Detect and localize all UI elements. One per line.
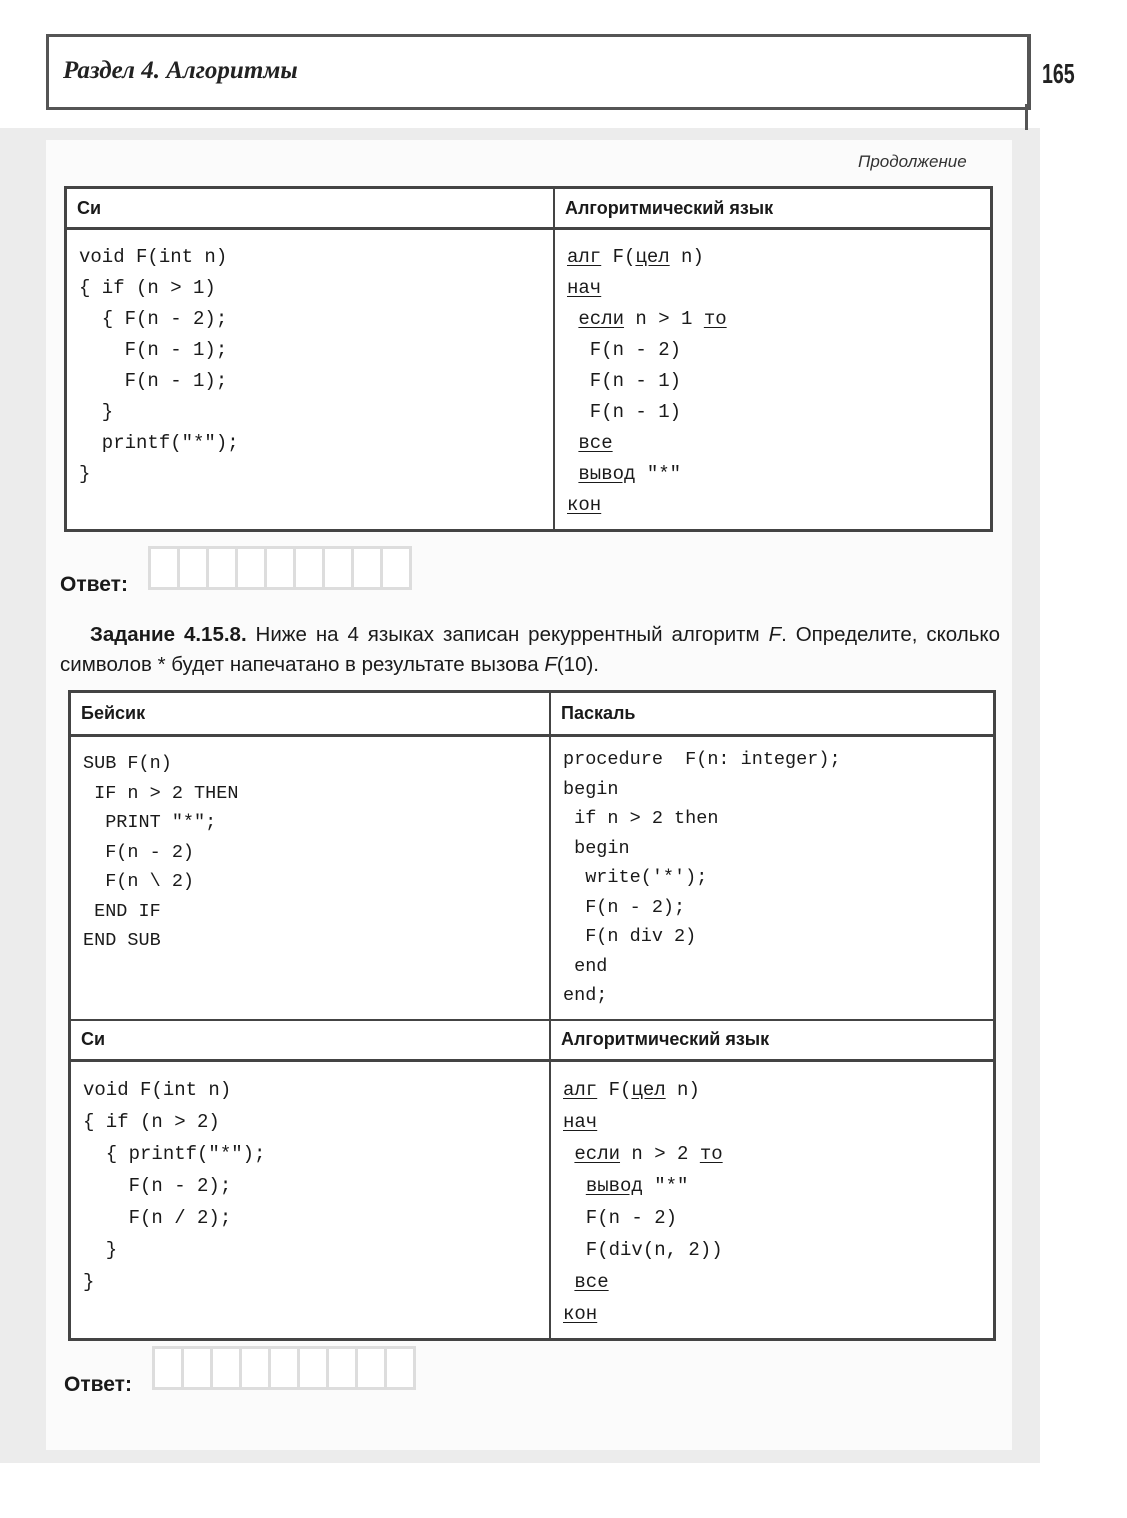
code-line: F(n / 2);: [83, 1206, 232, 1229]
code-line: }: [79, 463, 91, 485]
code-line: { if (n > 2): [83, 1110, 220, 1133]
code-line: F(n - 1);: [79, 339, 228, 361]
answer-cell: [155, 1349, 184, 1387]
code-line: F(n - 2);: [83, 1174, 232, 1197]
task-f: F: [768, 623, 782, 646]
code-line: procedure F(n: integer);: [563, 749, 841, 770]
code-line: printf("*");: [79, 432, 239, 454]
answer-cell: [325, 549, 354, 587]
answer-cell: [209, 549, 238, 587]
col-header-pascal: Паскаль: [550, 692, 995, 736]
code-line: алг F(цел n): [563, 1078, 700, 1101]
code-line: F(n - 1): [567, 401, 682, 423]
answer-field-2[interactable]: [152, 1346, 416, 1390]
answer-cell: [180, 549, 209, 587]
answer-cell: [296, 549, 325, 587]
keyword: то: [703, 308, 727, 330]
keyword: если: [578, 308, 625, 330]
code-line: [563, 1106, 983, 1138]
code-line: END IF: [83, 900, 161, 922]
col-header-alg: Алгоритмический язык: [554, 188, 992, 229]
code-line: }: [83, 1238, 118, 1261]
code-line: if n > 2 then: [563, 808, 719, 829]
task-call-arg: (10).: [556, 653, 599, 676]
answer-label-2: Ответ:: [64, 1373, 132, 1396]
code-line: F(n - 2);: [563, 896, 686, 918]
keyword: цел: [635, 246, 670, 268]
code-line: F(n - 2): [83, 841, 195, 863]
answer-cell: [329, 1349, 358, 1387]
answer-cell: [383, 549, 409, 587]
answer-cell: [387, 1349, 413, 1387]
code-line: [563, 1266, 983, 1298]
c-code-2: [83, 1074, 539, 1298]
task-f-call: F: [544, 653, 557, 676]
code-line: если n > 2 то: [574, 1142, 723, 1165]
code-line: begin: [563, 837, 630, 859]
keyword: то: [699, 1142, 723, 1165]
alg-code-2: [563, 1074, 983, 1330]
code-line: end: [563, 955, 608, 977]
code-line: void F(int n): [83, 1078, 232, 1101]
keyword: вывод: [585, 1174, 643, 1197]
keyword: вывод: [578, 463, 636, 485]
basic-code-cell: [70, 736, 551, 1020]
code-line: void F(int n): [79, 246, 228, 268]
keyword: если: [574, 1142, 621, 1165]
c-code-cell-2: [70, 1060, 551, 1339]
answer-cell: [151, 549, 180, 587]
task-number: Задание 4.15.8.: [90, 623, 247, 646]
keyword: все: [574, 1270, 609, 1293]
code-line: вывод "*": [578, 463, 682, 485]
alg-code-cell-2: [550, 1060, 995, 1339]
header-rule: [1025, 104, 1028, 130]
pascal-code: [563, 745, 983, 1011]
code-line: SUB F(n): [83, 753, 172, 774]
alg-code-cell: [554, 229, 992, 531]
code-line: { F(n - 2);: [79, 308, 228, 330]
keyword: цел: [631, 1078, 666, 1101]
code-line: IF n > 2 THEN: [83, 782, 239, 804]
code-table-2: [68, 690, 996, 1341]
code-line: PRINT "*";: [83, 812, 217, 833]
answer-cell: [300, 1349, 329, 1387]
code-line: алг F(цел n): [567, 246, 704, 268]
code-line: end;: [563, 985, 608, 1006]
keyword: нач: [563, 1110, 598, 1133]
code-line: если n > 1 то: [578, 308, 727, 330]
page-number: 165: [1042, 58, 1075, 89]
code-line: F(n - 1);: [79, 370, 228, 392]
code-line: вывод "*": [585, 1174, 689, 1197]
code-line: F(div(n, 2)): [563, 1238, 723, 1261]
keyword: алг: [567, 246, 602, 268]
alg-code: [567, 242, 980, 521]
code-table-1: [64, 186, 993, 532]
task-text-part: Ниже на 4 языках записан рекуррентный алгоритм: [246, 623, 769, 646]
pascal-code-cell: [550, 736, 995, 1020]
keyword: кон: [567, 494, 602, 516]
code-line: }: [79, 401, 114, 423]
col-header-alg-2: Алгоритмический язык: [550, 1020, 995, 1061]
answer-cell: [271, 1349, 300, 1387]
code-line: begin: [563, 778, 619, 800]
task-text: [60, 620, 1000, 680]
task-text-part: . Определите, сколько символов * будет напечатано в результате вызова: [60, 623, 1000, 676]
keyword: нач: [567, 277, 602, 299]
answer-cell: [184, 1349, 213, 1387]
code-line: [567, 428, 980, 459]
code-line: F(n \ 2): [83, 871, 195, 892]
basic-code: [83, 749, 539, 956]
keyword: алг: [563, 1078, 598, 1101]
code-line: F(n - 2): [567, 339, 682, 361]
col-header-c: Си: [66, 188, 555, 229]
answer-cell: [213, 1349, 242, 1387]
col-header-c-2: Си: [70, 1020, 551, 1061]
code-line: [567, 273, 980, 304]
answer-cell: [238, 549, 267, 587]
code-line: F(n - 1): [567, 370, 682, 392]
answer-cell: [267, 549, 296, 587]
code-line: }: [83, 1270, 95, 1293]
answer-cell: [354, 549, 383, 587]
continuation-label: Продолжение: [858, 152, 967, 171]
code-line: [563, 1298, 983, 1330]
answer-cell: [242, 1349, 271, 1387]
col-header-basic: Бейсик: [70, 692, 551, 736]
code-line: { if (n > 1): [79, 277, 216, 299]
code-line: F(n - 2): [563, 1206, 678, 1229]
keyword: все: [578, 432, 613, 454]
answer-field-1[interactable]: [148, 546, 412, 590]
code-line: { printf("*");: [83, 1142, 266, 1165]
code-line: END SUB: [83, 930, 161, 951]
section-header: [46, 34, 1031, 110]
answer-label-1: Ответ:: [60, 573, 128, 596]
code-line: F(n div 2): [563, 926, 697, 947]
code-line: [567, 490, 980, 521]
keyword: кон: [563, 1302, 598, 1325]
code-line: write('*');: [563, 867, 708, 888]
section-title: Раздел 4. Алгоритмы: [63, 57, 298, 84]
c-code-cell: [66, 229, 555, 531]
c-code: [79, 242, 543, 490]
answer-cell: [358, 1349, 387, 1387]
